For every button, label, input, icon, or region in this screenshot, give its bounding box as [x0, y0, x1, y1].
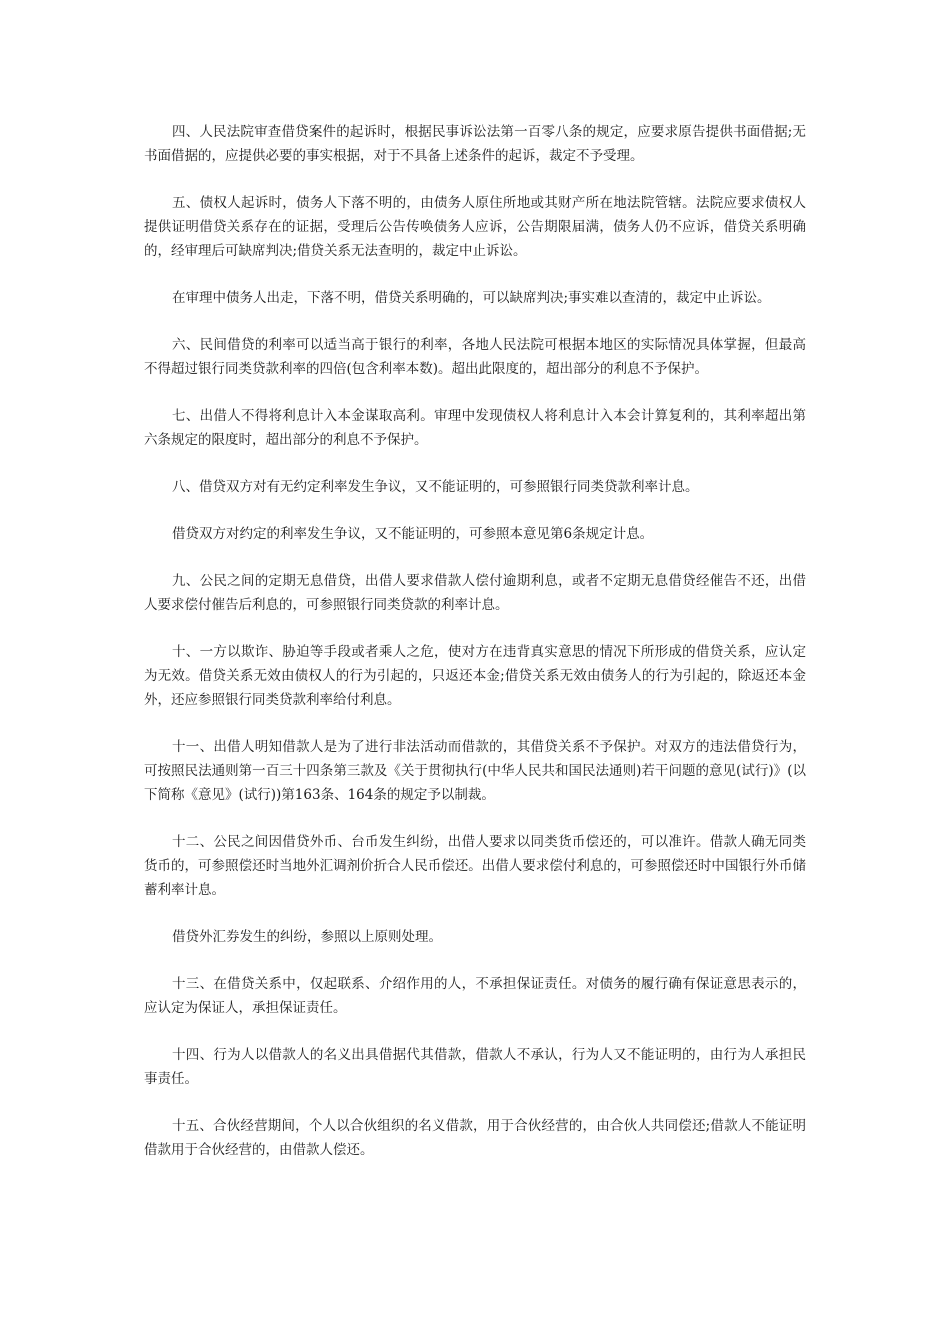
paragraph-8: 八、借贷双方对有无约定利率发生争议，又不能证明的，可参照银行同类贷款利率计息。: [172, 479, 699, 495]
paragraph-7: 七、出借人不得将利息计入本金谋取高利。审理中发现债权人将利息计入本会计算复利的，其利率超出第六条规定的限度时，超出部分的利息不予保护。: [144, 408, 806, 448]
paragraph-9: 九、公民之间的定期无息借贷，出借人要求借款人偿付逾期利息，或者不定期无息借贷经催告不还，出借人要求偿付催告后利息的，可参照银行同类贷款的利率计息。: [144, 573, 806, 613]
document-page: [144, 120, 806, 1185]
paragraph-15: 十五、合伙经营期间，个人以合伙组织的名义借款，用于合伙经营的，由合伙人共同偿还;借款人不能证明借款用于合伙经营的，由借款人偿还。: [144, 1118, 807, 1158]
paragraph-12: 十二、公民之间因借贷外币、台币发生纠纷，出借人要求以同类货币偿还的，可以准许。借款人确无同类货币的，可参照偿还时当地外汇调剂价折合人民币偿还。出借人要求偿付利息的，可参照偿还时中国银行外币储蓄利率计息。: [144, 834, 806, 898]
paragraph-6: 六、民间借贷的利率可以适当高于银行的利率，各地人民法院可根据本地区的实际情况具体掌握，但最高不得超过银行同类贷款利率的四倍(包含利率本数)。超出此限度的，超出部分的利息不予保护。: [144, 337, 806, 377]
paragraph-10: 十、一方以欺诈、胁迫等手段或者乘人之危，使对方在违背真实意思的情况下所形成的借贷关系，应认定为无效。借贷关系无效由债权人的行为引起的，只返还本金;借贷关系无效由债务人的行为引起的，除返还本金外，还应参照银行同类贷款利率给付利息。: [144, 644, 806, 708]
paragraph-11: 十一、出借人明知借款人是为了进行非法活动而借款的，其借贷关系不予保护。对双方的违法借贷行为，可按照民法通则第一百三十四条第三款及《关于贯彻执行(中华人民共和国民法通则)若干问题的意见(试行)》(以下简称《意见》(试行))第163条、164条的规定予以制裁。: [144, 739, 806, 803]
paragraph-5-supplement: 在审理中债务人出走，下落不明，借贷关系明确的，可以缺席判决;事实难以查清的，裁定中止诉讼。: [172, 290, 771, 306]
paragraph-12-supplement: 借贷外汇券发生的纠纷，参照以上原则处理。: [172, 929, 442, 945]
paragraph-4: 四、人民法院审查借贷案件的起诉时，根据民事诉讼法第一百零八条的规定，应要求原告提供书面借据;无书面借据的，应提供必要的事实根据，对于不具备上述条件的起诉，裁定不予受理。: [144, 124, 806, 164]
paragraph-5: 五、债权人起诉时，债务人下落不明的，由债务人原住所地或其财产所在地法院管辖。法院应要求债权人提供证明借贷关系存在的证据，受理后公告传唤债务人应诉，公告期限届满，债务人仍不应诉，借贷关系明确的，经审理后可缺席判决;借贷关系无法查明的，裁定中止诉讼。: [144, 195, 806, 259]
paragraph-14: 十四、行为人以借款人的名义出具借据代其借款，借款人不承认，行为人又不能证明的，由行为人承担民事责任。: [144, 1047, 806, 1087]
paragraph-13: 十三、在借贷关系中，仅起联系、介绍作用的人，不承担保证责任。对债务的履行确有保证意思表示的，应认定为保证人，承担保证责任。: [144, 976, 806, 1016]
paragraph-8-supplement: 借贷双方对约定的利率发生争议，又不能证明的，可参照本意见第6条规定计息。: [172, 526, 654, 542]
